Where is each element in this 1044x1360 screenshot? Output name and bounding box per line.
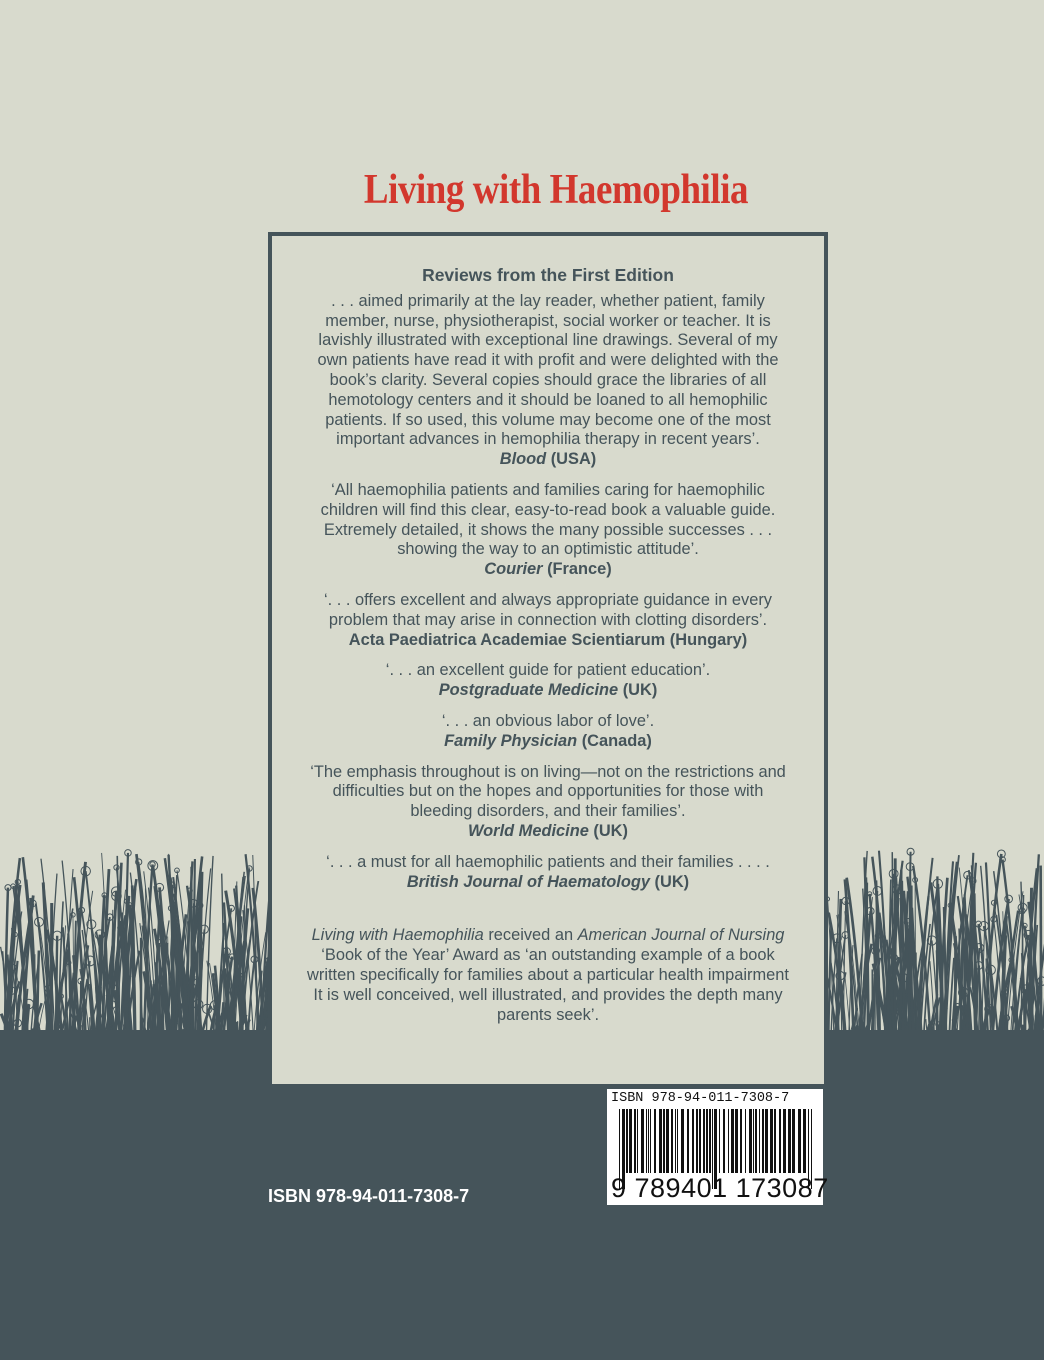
source-publication: World Medicine [468,821,589,840]
dark-ground-band [0,1082,1044,1360]
review-line: . . . aimed primarily at the lay reader, whether patient, family [331,291,765,310]
review-source [272,873,824,893]
barcode-bar [677,1109,678,1173]
review [272,853,824,893]
source-origin: (UK) [588,821,628,840]
review-line: problem that may arise in connection with clotting disorders’. [328,610,768,629]
barcode-bar [696,1109,698,1173]
review-line: showing the way to an optimistic attitude’. [397,540,699,559]
barcode-bar [634,1109,636,1173]
source-publication: Family Physician [444,731,578,750]
source-origin: (UK) [618,681,658,700]
source-publication: Blood [499,450,547,469]
review-line: ‘. . . offers excellent and always appropriate guidance in every [324,590,772,609]
barcode-bar [654,1109,656,1173]
barcode-bar [687,1109,689,1173]
barcode-bar [629,1109,632,1173]
award-book-title: Living with Haemophilia [311,926,484,945]
barcode-bar [637,1109,638,1173]
reviews-panel [268,232,828,1088]
barcode-bar [646,1109,647,1173]
review-line: member, nurse, physiotherapist, social worker or teacher. It is [325,311,771,330]
review [272,591,824,650]
barcode-bar [650,1109,651,1173]
award-line: parents seek’. [496,1005,600,1024]
award-text: received an [483,926,578,945]
barcode-bar [779,1109,781,1173]
source-origin: (Canada) [577,731,652,750]
reviews-heading: Reviews from the First Edition [422,265,674,285]
review [272,763,824,842]
review-source [272,631,824,651]
award-line: It is well conceived, well illustrated, and provides the depth many [313,985,783,1004]
barcode-bar [803,1109,806,1173]
review-source [272,450,824,470]
barcode-bar [788,1109,791,1173]
source-origin: (France) [542,560,612,579]
review-source [272,822,824,842]
review-line: ‘. . . a must for all haemophilic patients and their families . . . . [326,852,770,871]
barcode-bar [762,1109,764,1173]
review-line: lavishly illustrated with exceptional line drawings. Several of my [318,331,778,350]
barcode-bar [706,1109,708,1173]
barcode-bar [749,1109,752,1173]
source-publication: Postgraduate Medicine [438,681,619,700]
barcode-bar [735,1109,738,1173]
barcode-bar [675,1109,676,1173]
review-line: children will find this clear, easy-to-read book a valuable guide. [320,500,776,519]
barcode-bar [719,1109,720,1173]
barcode-bar [740,1109,742,1173]
review-source [272,681,824,701]
review [272,661,824,701]
source-publication: British Journal of Haematology [406,872,650,891]
review-line: ‘. . . an excellent guide for patient education’. [385,661,711,680]
barcode-digits: 9 789401 173087 [611,1173,829,1203]
review-source [272,560,824,580]
review-line: hemotology centers and it should be loaned to all hemophilic [328,390,768,409]
barcode-bar [666,1109,669,1173]
isbn-barcode [607,1089,829,1205]
barcode-bar [648,1109,649,1173]
isbn-label: ISBN 978-94-011-7308-7 [268,1186,470,1206]
barcode-bar [692,1109,694,1173]
award-line: written specifically for families about a particular health impairment [307,965,789,984]
source-origin: (USA) [546,450,597,469]
barcode-bar [671,1109,673,1173]
review [272,712,824,752]
barcode-bar [659,1109,662,1173]
barcode-bar [753,1109,754,1173]
review-line: ‘All haemophilia patients and families caring for haemophilic [331,480,765,499]
review-line: patients. If so used, this volume may become one of the most [325,410,771,429]
review-line: own patients have read it with profit and were delighted with the [317,351,779,370]
review-line: Extremely detailed, it shows the many possible successes . . . [323,520,773,539]
barcode-bar [770,1109,773,1173]
review [272,292,824,470]
barcode-bar [759,1109,760,1173]
barcode-bar [663,1109,665,1173]
barcode-bar [626,1109,628,1173]
award-statement [272,926,824,1025]
award-line: ‘Book of the Year’ Award as ‘an outstanding example of a book [321,946,775,965]
source-publication: Courier [484,560,543,579]
award-journal: American Journal of Nursing [577,926,785,945]
review-line: difficulties but on the hopes and opportunities for those with [332,782,764,801]
barcode-bar [723,1109,725,1173]
review-line: ‘. . . an obvious labor of love’. [441,711,655,730]
barcode-bar [731,1109,734,1173]
barcode-bar [783,1109,786,1173]
barcode-bar [745,1109,746,1173]
source-origin: (UK) [650,872,690,891]
barcode-bar [681,1109,684,1173]
barcode-bar [699,1109,701,1173]
review-line: book’s clarity. Several copies should grace the libraries of all [329,370,767,389]
barcode-bar [765,1109,768,1173]
barcode-bar [641,1109,644,1173]
barcode-bar [755,1109,757,1173]
barcode-bar [709,1109,711,1173]
review-line: bleeding disorders, and their families’. [410,802,686,821]
barcode-bar [703,1109,705,1173]
barcode-bar [798,1109,801,1173]
review-source [272,732,824,752]
barcode-top-text: ISBN 978-94-011-7308-7 [611,1091,790,1106]
barcode-bar [774,1109,776,1173]
book-title: Living with Haemophilia [363,167,749,213]
review-line: important advances in hemophilia therapy in recent years’. [336,430,760,449]
source-origin: Acta Paediatrica Academiae Scientiarum (Hungary) [348,630,748,649]
review-line: ‘The emphasis throughout is on living—not on the restrictions and [310,762,786,781]
barcode-bar [728,1109,729,1173]
review [272,481,824,580]
barcode-bar [792,1109,795,1173]
